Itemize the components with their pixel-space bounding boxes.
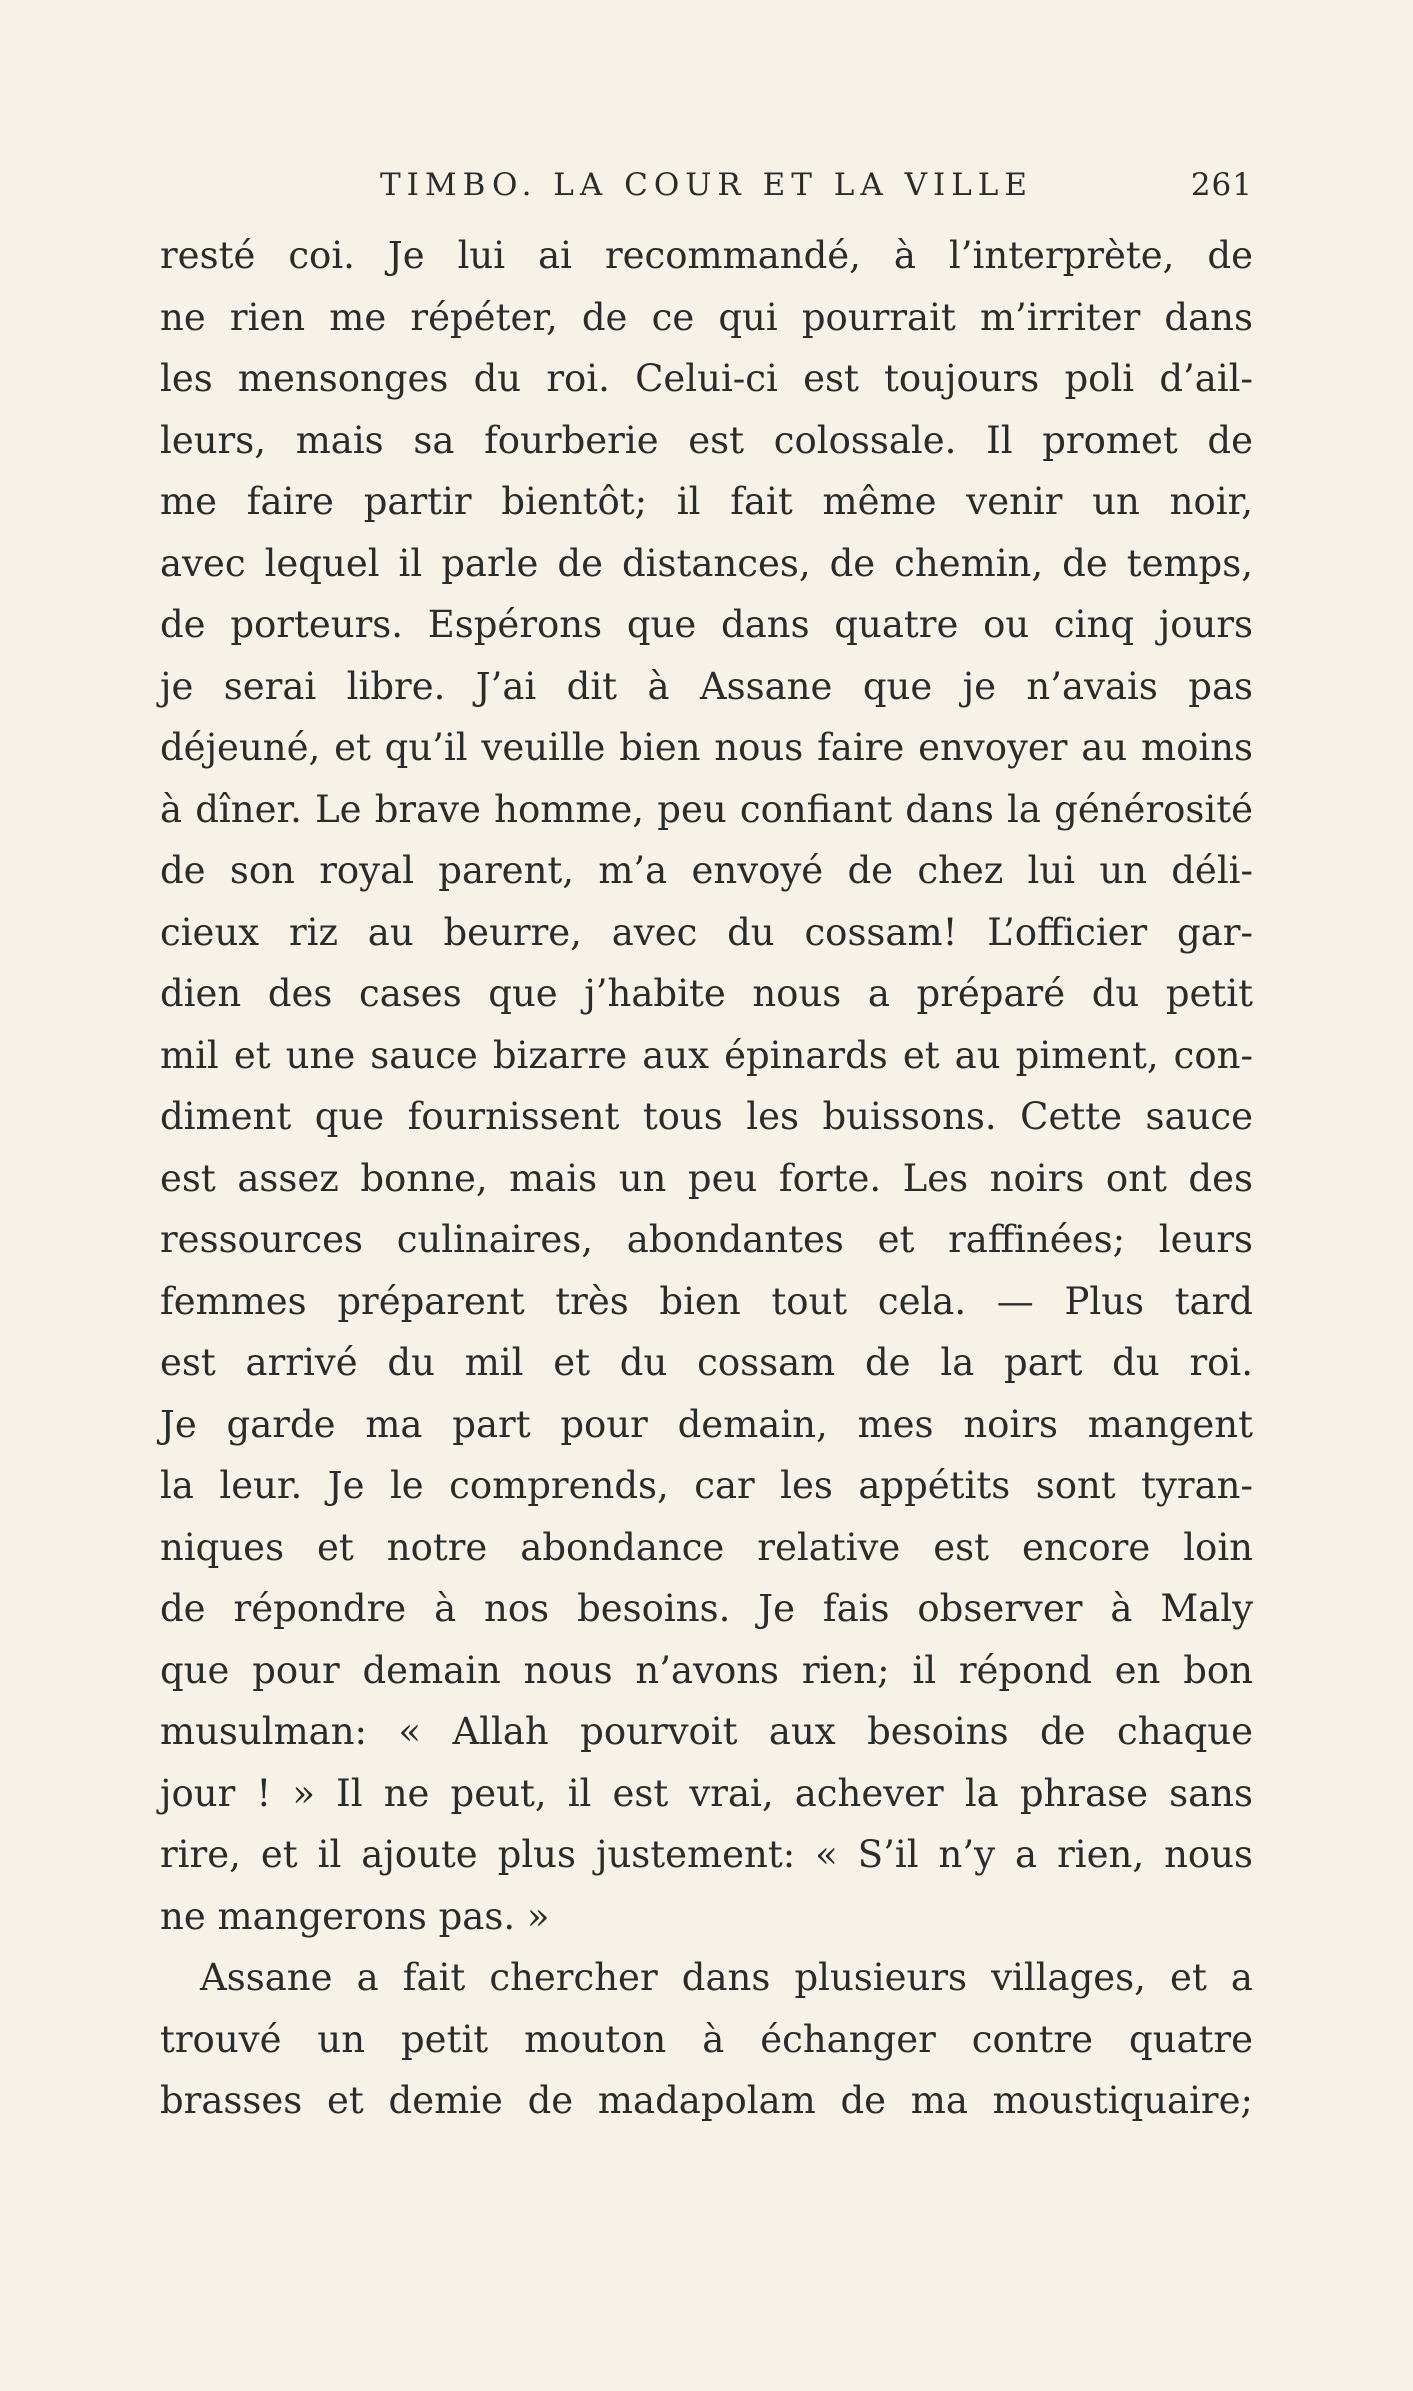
- text-line: niques et notre abondance relative est encore loin: [160, 1525, 1253, 1569]
- text-line: de porteurs. Espérons que dans quatre ou cinq jours: [160, 603, 1253, 646]
- text-line: resté coi. Je lui ai recommandé, à l’interprète, de: [160, 234, 1253, 277]
- text-line: je serai libre. J’ai dit à Assane que je n’avais pas: [160, 664, 1253, 708]
- text-line: déjeuné, et qu’il veuille bien nous faire envoyer au moins: [160, 726, 1253, 769]
- text-line: dien des cases que j’habite nous a préparé du petit: [160, 972, 1253, 1015]
- text-line: rire, et il ajoute plus justement: « S’il n’y a rien, nous: [160, 1833, 1253, 1876]
- text-line: de son royal parent, m’a envoyé de chez lui un déli-: [160, 849, 1253, 892]
- running-head: [160, 160, 1253, 210]
- text-line: brasses et demie de madapolam de ma moustiquaire;: [160, 2079, 1253, 2122]
- text-line: me faire partir bientôt; il fait même venir un noir,: [160, 480, 1253, 523]
- text-line: trouvé un petit mouton à échanger contre quatre: [160, 2017, 1253, 2061]
- text-line: les mensonges du roi. Celui-ci est toujours poli d’ail-: [160, 357, 1253, 400]
- text-line: est arrivé du mil et du cossam de la part du roi.: [160, 1341, 1253, 1384]
- text-line: Je garde ma part pour demain, mes noirs mangent: [160, 1402, 1253, 1446]
- text-line: la leur. Je le comprends, car les appétits sont tyran-: [160, 1464, 1253, 1507]
- text-line: musulman: « Allah pourvoit aux besoins de chaque: [160, 1710, 1253, 1753]
- text-line: de répondre à nos besoins. Je fais observer à Maly: [160, 1587, 1253, 1630]
- page-number: 261: [1190, 167, 1253, 203]
- running-title: TIMBO. LA COUR ET LA VILLE: [379, 167, 1034, 203]
- text-line: ne rien me répéter, de ce qui pourrait m’irriter dans: [160, 295, 1253, 339]
- text-line: est assez bonne, mais un peu forte. Les noirs ont des: [160, 1156, 1253, 1200]
- body-text: [160, 225, 1253, 2132]
- text-line: ne mangerons pas. »: [160, 1894, 550, 1938]
- text-line: mil et une sauce bizarre aux épinards et au piment, con-: [160, 1033, 1253, 1077]
- text-line: femmes préparent très bien tout cela. — Plus tard: [160, 1279, 1253, 1323]
- text-line: leurs, mais sa fourberie est colossale. Il promet de: [160, 418, 1253, 462]
- text-line: que pour demain nous n’avons rien; il répond en bon: [160, 1648, 1253, 1692]
- text-line: Assane a fait chercher dans plusieurs villages, et a: [200, 1956, 1253, 1999]
- text-line: diment que fournissent tous les buissons. Cette sauce: [160, 1095, 1253, 1138]
- text-line: cieux riz au beurre, avec du cossam! L’officier gar-: [160, 910, 1253, 954]
- text-line: à dîner. Le brave homme, peu confiant dans la générosité: [160, 787, 1253, 831]
- text-line: jour ! » Il ne peut, il est vrai, achever la phrase sans: [160, 1771, 1253, 1815]
- text-line: avec lequel il parle de distances, de chemin, de temps,: [160, 541, 1253, 585]
- text-line: ressources culinaires, abondantes et raffinées; leurs: [160, 1218, 1253, 1261]
